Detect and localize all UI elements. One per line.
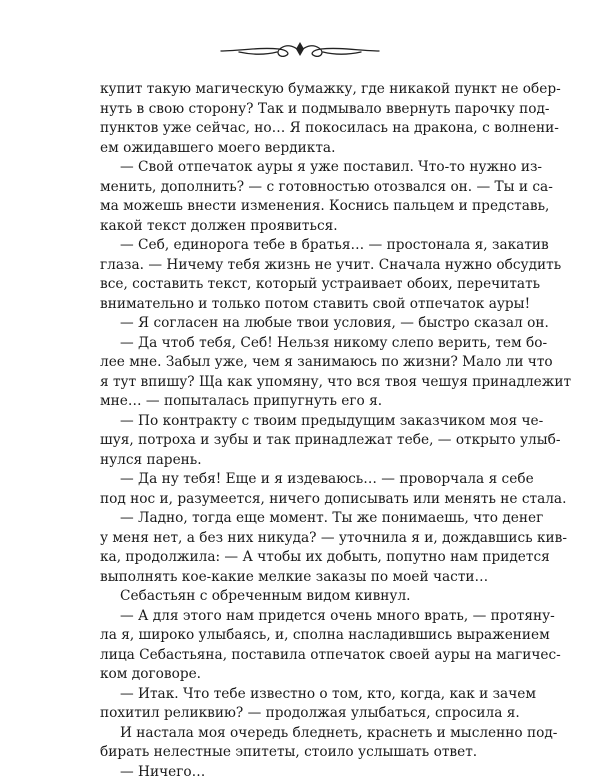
text-line: похитил реликвию? — продолжая улыбаться, спросила я. bbox=[100, 704, 512, 724]
text-line: пунктов уже сейчас, но… Я покосилась на дракона, с волнени- bbox=[100, 119, 512, 139]
text-line: — А для этого нам придется очень много врать, — протяну- bbox=[100, 607, 512, 627]
text-line: — Себ, единорога тебе в братья… — простонала я, закатив bbox=[100, 236, 512, 256]
text-line: купит такую магическую бумажку, где никакой пункт не обер- bbox=[100, 80, 512, 100]
text-line: — Ничего… bbox=[100, 763, 512, 782]
text-line: бирать нелестные эпитеты, стоило услышать ответ. bbox=[100, 743, 512, 763]
text-line: — Да ну тебя! Еще и я издеваюсь… — проворчала я себе bbox=[100, 470, 512, 490]
text-line: ка, продолжила: — А чтобы их добыть, попутно нам придется bbox=[100, 548, 512, 568]
text-line: внимательно и только потом ставить свой отпечаток ауры! bbox=[100, 295, 512, 315]
text-line: выполнять кое-какие мелкие заказы по моей части… bbox=[100, 568, 512, 588]
text-line: — По контракту с твоим предыдущим заказчиком моя че- bbox=[100, 412, 512, 432]
text-line: — Итак. Что тебе известно о том, кто, когда, как и зачем bbox=[100, 685, 512, 705]
flourish-divider-icon bbox=[219, 34, 381, 64]
text-line: нулся парень. bbox=[100, 451, 512, 471]
text-line: — Да чтоб тебя, Себ! Нельзя никому слепо верить, тем бо- bbox=[100, 334, 512, 354]
text-line: лее мне. Забыл уже, чем я занимаюсь по жизни? Мало ли что bbox=[100, 353, 512, 373]
text-line: менить, дополнить? — с готовностью отозвался он. — Ты и са- bbox=[100, 178, 512, 198]
text-line: все, составить текст, который устраивает обоих, перечитать bbox=[100, 275, 512, 295]
text-line: шуя, потроха и зубы и так принадлежат тебе, — открыто улыб- bbox=[100, 431, 512, 451]
text-line: какой текст должен проявиться. bbox=[100, 217, 512, 237]
text-line: ла я, широко улыбаясь, и, сполна насладившись выражением bbox=[100, 626, 512, 646]
text-line: И настала моя очередь бледнеть, краснеть и мысленно под- bbox=[100, 724, 512, 744]
text-line: — Ладно, тогда еще момент. Ты же понимаешь, что денег bbox=[100, 509, 512, 529]
text-line: я тут впишу? Ща как упомяну, что вся твоя чешуя принадлежит bbox=[100, 373, 512, 393]
text-line: глаза. — Ничему тебя жизнь не учит. Сначала нужно обсудить bbox=[100, 256, 512, 276]
text-line: Себастьян с обреченным видом кивнул. bbox=[100, 587, 512, 607]
text-line: у меня нет, а без них никуда? — уточнила я и, дождавшись кив- bbox=[100, 529, 512, 549]
text-line: — Я согласен на любые твои условия, — быстро сказал он. bbox=[100, 314, 512, 334]
text-line: под нос и, разумеется, ничего дописывать или менять не стала. bbox=[100, 490, 512, 510]
text-line: нуть в свою сторону? Так и подмывало ввернуть парочку под- bbox=[100, 100, 512, 120]
text-line: — Свой отпечаток ауры я уже поставил. Что-то нужно из- bbox=[100, 158, 512, 178]
text-line: мне… — попыталась припугнуть его я. bbox=[100, 392, 512, 412]
text-line: лица Себастьяна, поставила отпечаток своей ауры на магичес- bbox=[100, 646, 512, 666]
page-body-text bbox=[100, 80, 512, 782]
text-line: ма можешь внести изменения. Коснись пальцем и представь, bbox=[100, 197, 512, 217]
text-line: ем ожидавшего моего вердикта. bbox=[100, 139, 512, 159]
text-line: ком договоре. bbox=[100, 665, 512, 685]
